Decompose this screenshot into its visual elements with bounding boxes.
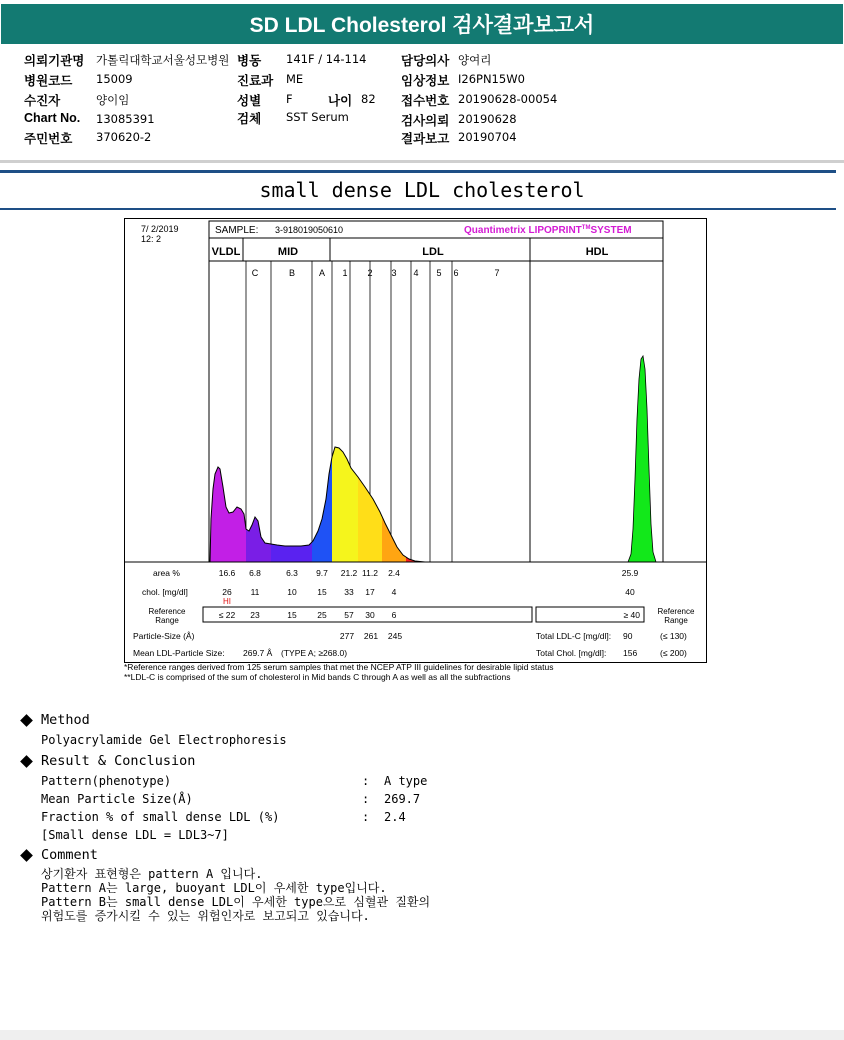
reference-label: Range: [155, 616, 179, 625]
area-value: 2.4: [388, 568, 400, 578]
band-label-1: 1: [342, 268, 348, 278]
dept-value: ME: [286, 72, 304, 86]
band-label-a: A: [318, 268, 326, 278]
comment-line: Pattern B는 small dense LDL이 우세한 type으로 심혈관 질환의: [41, 895, 431, 909]
band-fill-vldl: [210, 467, 246, 562]
sample-id: 3-918019050610: [275, 225, 344, 235]
reference-value: 6: [391, 610, 397, 620]
comment-heading: Comment: [41, 847, 98, 863]
institution-label: 의뢰기관명: [24, 53, 85, 68]
ward-value: 141F / 14-114: [286, 52, 367, 66]
particle-size-value: 261: [363, 631, 379, 641]
resident-no-label: 주민번호: [24, 131, 73, 146]
band-label-b: B: [288, 268, 296, 278]
hdl-peak: [628, 356, 656, 562]
sex-label: 성별: [237, 93, 262, 108]
age-label: 나이: [328, 93, 353, 108]
sex-value: F: [286, 92, 293, 106]
result-colon: :: [362, 810, 370, 824]
reference-value: 30: [365, 610, 375, 620]
mean-particle-label: Mean LDL-Particle Size:: [133, 648, 225, 658]
hi-flag: HI: [223, 597, 231, 606]
patient-info: [24, 50, 824, 150]
collector-value: 양이임: [96, 93, 130, 107]
report-time: 12: 2: [141, 234, 162, 244]
specimen-value: SST Serum: [286, 110, 349, 124]
comment-line: 상기환자 표현형은 pattern A 입니다.: [41, 867, 263, 881]
result-note: [Small dense LDL = LDL3~7]: [41, 828, 229, 842]
chol-value: 26: [222, 587, 232, 597]
page-footer-bar: [0, 1030, 844, 1040]
comment-line: Pattern A는 large, buoyant LDL이 우세한 type입니다.: [41, 881, 387, 895]
chol-value: 15: [317, 587, 327, 597]
group-label-mid: MID: [277, 246, 299, 258]
reference-value: 25: [317, 610, 327, 620]
footnote-1: *Reference ranges derived from 125 serum samples that met the NCEP ATP III guidelines for desirable lipid status: [124, 662, 554, 672]
group-label-vldl: VLDL: [211, 246, 241, 258]
result-value: 269.7: [384, 792, 421, 806]
total-ldl-value: 90: [623, 631, 633, 641]
area-value: 6.3: [286, 568, 298, 578]
area-label: area %: [153, 568, 180, 578]
band-label-5: 5: [436, 268, 442, 278]
clinical-info-value: I26PN15W0: [458, 72, 525, 86]
request-date-value: 20190628: [458, 112, 517, 126]
chol-value: 11: [250, 587, 260, 597]
diamond-bullet-icon: [20, 755, 33, 768]
report-date: 7/ 2/2019: [141, 224, 179, 234]
total-chol-label: Total Chol. [mg/dl]:: [536, 648, 607, 658]
particle-size-label: Particle-Size (Å): [133, 631, 195, 641]
chol-value: 17: [365, 587, 375, 597]
band-label-6: 6: [453, 268, 459, 278]
hdl-area-value: 25.9: [621, 568, 639, 578]
result-heading: Result & Conclusion: [41, 753, 196, 769]
footnote-2: **LDL-C is comprised of the sum of cholesterol in Mid bands C through A as well as all the subfractions: [124, 672, 511, 682]
particle-size-value: 277: [339, 631, 355, 641]
results-table: [125, 562, 706, 658]
area-value: 11.2: [362, 568, 378, 578]
mean-particle-value: 269.7 Å: [243, 648, 273, 658]
mean-particle-type: (TYPE A; ≥268.0): [281, 648, 348, 658]
band-label-2: 2: [367, 268, 373, 278]
lipoprint-report: [124, 218, 707, 663]
reference-value: ≤ 22: [218, 610, 236, 620]
section-title: small dense LDL cholesterol: [259, 178, 585, 202]
dept-label: 진료과: [237, 73, 274, 88]
band-label-3: 3: [391, 268, 397, 278]
reference-value: 15: [287, 610, 297, 620]
comment-line: 위험도를 증가시킬 수 있는 위험인자로 보고되고 있습니다.: [41, 909, 370, 923]
divider: [0, 170, 836, 173]
chart-no-label: Chart No.: [24, 111, 81, 125]
clinical-info-label: 임상정보: [401, 73, 450, 88]
specimen-label: 검체: [237, 111, 262, 126]
request-date-label: 검사의뢰: [401, 113, 450, 128]
band-label-4: 4: [413, 268, 419, 278]
result-value: 2.4: [384, 810, 406, 824]
chol-value: 33: [344, 587, 354, 597]
resident-no-value: 370620-2: [96, 130, 152, 144]
reference-label: Reference: [148, 607, 186, 616]
hdl-chol-value: 40: [625, 587, 635, 597]
brand-name: Quantimetrix LIPOPRINT™SYSTEM: [464, 225, 632, 236]
result-colon: :: [362, 792, 370, 806]
report-title: SD LDL Cholesterol 검사결과보고서: [1, 4, 843, 44]
method-text: Polyacrylamide Gel Electrophoresis: [41, 733, 287, 747]
divider: [0, 160, 844, 163]
total-ldl-label: Total LDL-C [mg/dl]:: [536, 631, 612, 641]
accession-label: 접수번호: [401, 93, 450, 108]
doctor-label: 담당의사: [401, 53, 450, 68]
reference-value: 57: [344, 610, 354, 620]
chol-value: 10: [287, 587, 297, 597]
total-chol-reference: (≤ 200): [660, 648, 687, 658]
collector-label: 수진자: [24, 93, 61, 108]
area-value: 21.2: [340, 568, 358, 578]
chol-label: chol. [mg/dl]: [142, 587, 188, 597]
area-value: 16.6: [218, 568, 236, 578]
band-fill-1: [332, 447, 358, 562]
total-chol-value: 156: [623, 648, 638, 658]
chol-value: 4: [391, 587, 397, 597]
area-value: 6.8: [249, 568, 261, 578]
chart-no-value: 13085391: [96, 112, 155, 126]
age-value: 82: [361, 92, 376, 106]
divider: [0, 208, 836, 210]
hdl-reference-value: ≥ 40: [623, 610, 640, 620]
doctor-value: 양여리: [458, 53, 492, 67]
group-label-hdl: HDL: [585, 246, 609, 258]
result-label: Fraction % of small dense LDL (%): [41, 810, 280, 824]
reference-value: 23: [250, 610, 260, 620]
diamond-bullet-icon: [20, 849, 33, 862]
method-heading: Method: [41, 712, 90, 728]
result-colon: :: [362, 774, 370, 788]
result-label: Pattern(phenotype): [41, 774, 172, 788]
result-label: Mean Particle Size(Å): [41, 792, 193, 806]
area-value: 9.7: [316, 568, 328, 578]
group-label-ldl: LDL: [422, 246, 444, 258]
report-date-value: 20190704: [458, 130, 517, 144]
lipoprint-chart: [125, 219, 706, 662]
hospital-code-label: 병원코드: [24, 73, 73, 88]
plot-area: [209, 238, 663, 562]
ward-label: 병동: [237, 53, 262, 68]
report-date-label: 결과보고: [401, 131, 450, 146]
accession-value: 20190628-00054: [458, 92, 558, 106]
hospital-code-value: 15009: [96, 72, 133, 86]
diamond-bullet-icon: [20, 714, 33, 727]
total-ldl-reference: (≤ 130): [660, 631, 687, 641]
institution-value: 가톨릭대학교서울성모병원: [96, 53, 230, 67]
band-label-7: 7: [494, 268, 500, 278]
particle-size-value: 245: [387, 631, 403, 641]
result-value: A type: [384, 774, 428, 788]
band-label-c: C: [251, 268, 259, 278]
reference-label: Reference: [657, 607, 695, 616]
sample-label: SAMPLE:: [215, 225, 259, 236]
reference-label: Range: [664, 616, 688, 625]
